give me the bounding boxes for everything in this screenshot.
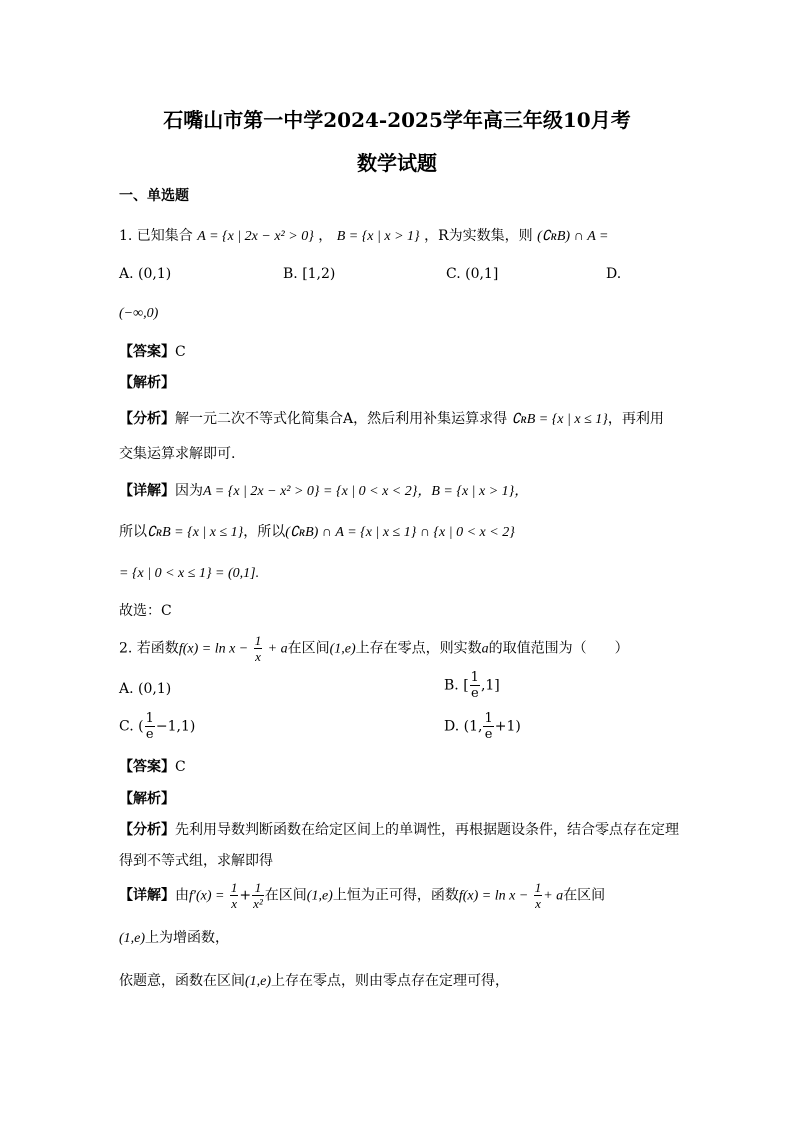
q2-stem-pre: 2. 若函数 [119, 640, 179, 657]
section-heading: 一、单选题 [119, 188, 189, 204]
q2-xiangjie-line3 [119, 971, 509, 992]
q2-option-c-post: −1,1) [155, 718, 196, 735]
q2-analysis-label: 【解析】 [119, 791, 175, 807]
q2-xiangjie-end: 在区间 [563, 887, 606, 904]
q2-option-c [119, 711, 195, 742]
q1-xiangjie-expr2: ∁ʀB = {x | x ≤ 1} [147, 525, 244, 540]
q1-option-a: A. (0,1) [119, 266, 172, 282]
q2-xiangjie-line2 [119, 928, 229, 949]
q2-xiangjie-mid2: 上恒为正可得，函数 [332, 887, 459, 904]
q2-option-b-frac [470, 670, 480, 701]
q2-xiangjie-plus-a: + a [543, 888, 564, 904]
q2-xiangjie-mid: 在区间 [264, 887, 307, 904]
q2-option-a: A. (0,1) [119, 681, 172, 697]
q2-xiangjie-frac1-num: 1 [230, 880, 238, 895]
q1-fenxi-expr: ∁ʀB = {x | x ≤ 1} [511, 412, 608, 427]
q2-answer-value: C [175, 759, 186, 775]
q2-xiangjie-frac1 [230, 880, 239, 911]
q2-xiangjie-line2-text: 上为增函数， [145, 930, 230, 946]
q1-fenxi-label: 【分析】 [119, 411, 175, 427]
q2-fenxi-line2: 得到不等式组，求解即得 [119, 853, 273, 869]
q1-fenxi-line2: 交集运算求解即可. [119, 446, 236, 462]
q2-option-b-den: e [470, 686, 479, 701]
q2-xiangjie-fx: f(x) = ln x − [458, 888, 529, 904]
q2-option-d-den: e [484, 727, 493, 742]
q2-frac [254, 633, 263, 664]
q2-xiangjie-label: 【详解】 [119, 887, 175, 904]
q2-xiangjie-int: (1,e) [306, 888, 333, 904]
q2-interval: (1,e) [329, 641, 356, 657]
q1-option-c: C. (0,1] [446, 266, 499, 282]
q2-xiangjie-frac1-den: x [231, 896, 238, 911]
q2-xiangjie-line3-pre: 依题意，函数在区间 [119, 973, 245, 989]
q1-option-d: D. [606, 266, 622, 282]
q2-xiangjie-frac3-den: x [535, 896, 541, 911]
q2-xiangjie-frac2 [252, 880, 264, 911]
q1-xiangjie-pre: 所以 [119, 524, 147, 540]
q1-xiangjie-expr3: (∁ʀB) ∩ A = {x | x ≤ 1} ∩ {x | 0 < x < 2} [285, 525, 515, 540]
q1-xiangjie-line3: = {x | 0 < x ≤ 1} = (0,1]. [119, 566, 260, 581]
q1-xiangjie-line1 [119, 481, 528, 502]
q2-xiangjie-line2-int: (1,e) [119, 931, 146, 946]
q2-stem-post: 上存在零点，则实数 [355, 640, 482, 657]
q1-sep: ， [318, 228, 333, 244]
q2-option-d-post: +1) [494, 718, 521, 735]
q2-xiangjie-frac2-num: 1 [252, 880, 264, 896]
q1-choose: 故选：C [119, 603, 172, 619]
q1-stem [119, 226, 608, 247]
q2-xiangjie-plus: + [239, 887, 252, 904]
q1-expr: (∁ʀB) ∩ A = [537, 229, 609, 244]
q2-xiangjie-line3-post: 上存在零点，则由零点存在定理可得， [271, 973, 510, 989]
q1-xiangjie-text1: 因为 [175, 483, 203, 499]
q1-xiangjie-label: 【详解】 [119, 483, 175, 499]
q2-option-c-num: 1 [145, 711, 154, 726]
q1-option-b: B. [1,2) [283, 266, 336, 282]
q1-analysis-label: 【解析】 [119, 375, 175, 391]
q1-answer [119, 342, 186, 362]
q2-answer-label: 【答案】 [119, 759, 175, 775]
q2-stem-mid: 在区间 [287, 640, 330, 657]
q2-xiangjie-frac3 [534, 880, 543, 911]
q1-answer-label: 【答案】 [119, 344, 175, 360]
q2-option-d-num: 1 [484, 711, 493, 726]
q2-option-d-pre: D. (1, [444, 718, 483, 735]
q1-stem-mid: ，R为实数集，则 [424, 228, 533, 244]
page-subtitle: 数学试题 [357, 151, 437, 175]
q2-option-c-frac [145, 711, 155, 742]
q1-fenxi-line1 [119, 409, 664, 430]
q2-option-b-num: 1 [470, 670, 479, 685]
q2-answer [119, 757, 186, 777]
q2-xiangjie-frac3-num: 1 [534, 880, 542, 895]
q1-set-b: B = {x | x > 1} [336, 229, 420, 244]
q2-fenxi-line1 [119, 820, 679, 840]
q1-option-d-value: (−∞,0) [119, 306, 159, 321]
q1-xiangjie-line2 [119, 522, 515, 543]
q2-option-d-frac [483, 711, 493, 742]
q1-fenxi-text2: ，再利用 [607, 411, 664, 427]
q1-fenxi-text1: 解一元二次不等式化简集合A，然后利用补集运算求得 [175, 411, 508, 427]
q2-fenxi-label: 【分析】 [119, 822, 175, 838]
q2-stem-end: 的取值范围为（ ） [488, 640, 629, 657]
q2-option-b-post: ,1] [480, 677, 500, 694]
q1-answer-value: C [175, 344, 186, 360]
q2-fx: f(x) = ln x − [178, 641, 249, 657]
q1-xiangjie-expr1: A = {x | 2x − x² > 0} = {x | 0 < x < 2}，B = {x | x > 1}， [203, 484, 529, 499]
q2-stem [119, 633, 629, 664]
q2-option-c-den: e [145, 727, 154, 742]
q2-option-d [444, 711, 521, 742]
q1-xiangjie-mid: ，所以 [243, 524, 286, 540]
q2-option-c-pre: C. ( [119, 718, 144, 735]
q2-xiangjie-pre: 由 [175, 887, 189, 904]
q2-xiangjie-line3-int: (1,e) [245, 974, 272, 989]
q2-option-b [444, 670, 500, 701]
q2-option-b-pre: B. [ [444, 677, 469, 694]
q1-stem-pre: 1. 已知集合 [119, 228, 193, 244]
q2-frac-num: 1 [254, 633, 262, 648]
q2-frac-den: x [255, 649, 261, 664]
q2-plus-a: + a [267, 641, 288, 657]
q2-xiangjie-line1 [119, 880, 605, 911]
page-title: 石嘴山市第一中学2024-2025学年高三年级10月考 [163, 108, 631, 132]
q2-xiangjie-frac2-den: x² [253, 896, 263, 911]
q2-var-a: a [481, 641, 489, 657]
q2-fenxi-text1: 先利用导数判断函数在给定区间上的单调性，再根据题设条件，结合零点存在定理 [175, 822, 679, 838]
q1-set-a: A = {x | 2x − x² > 0} [197, 229, 314, 244]
q2-xiangjie-fprime: f′(x) = [189, 888, 225, 904]
